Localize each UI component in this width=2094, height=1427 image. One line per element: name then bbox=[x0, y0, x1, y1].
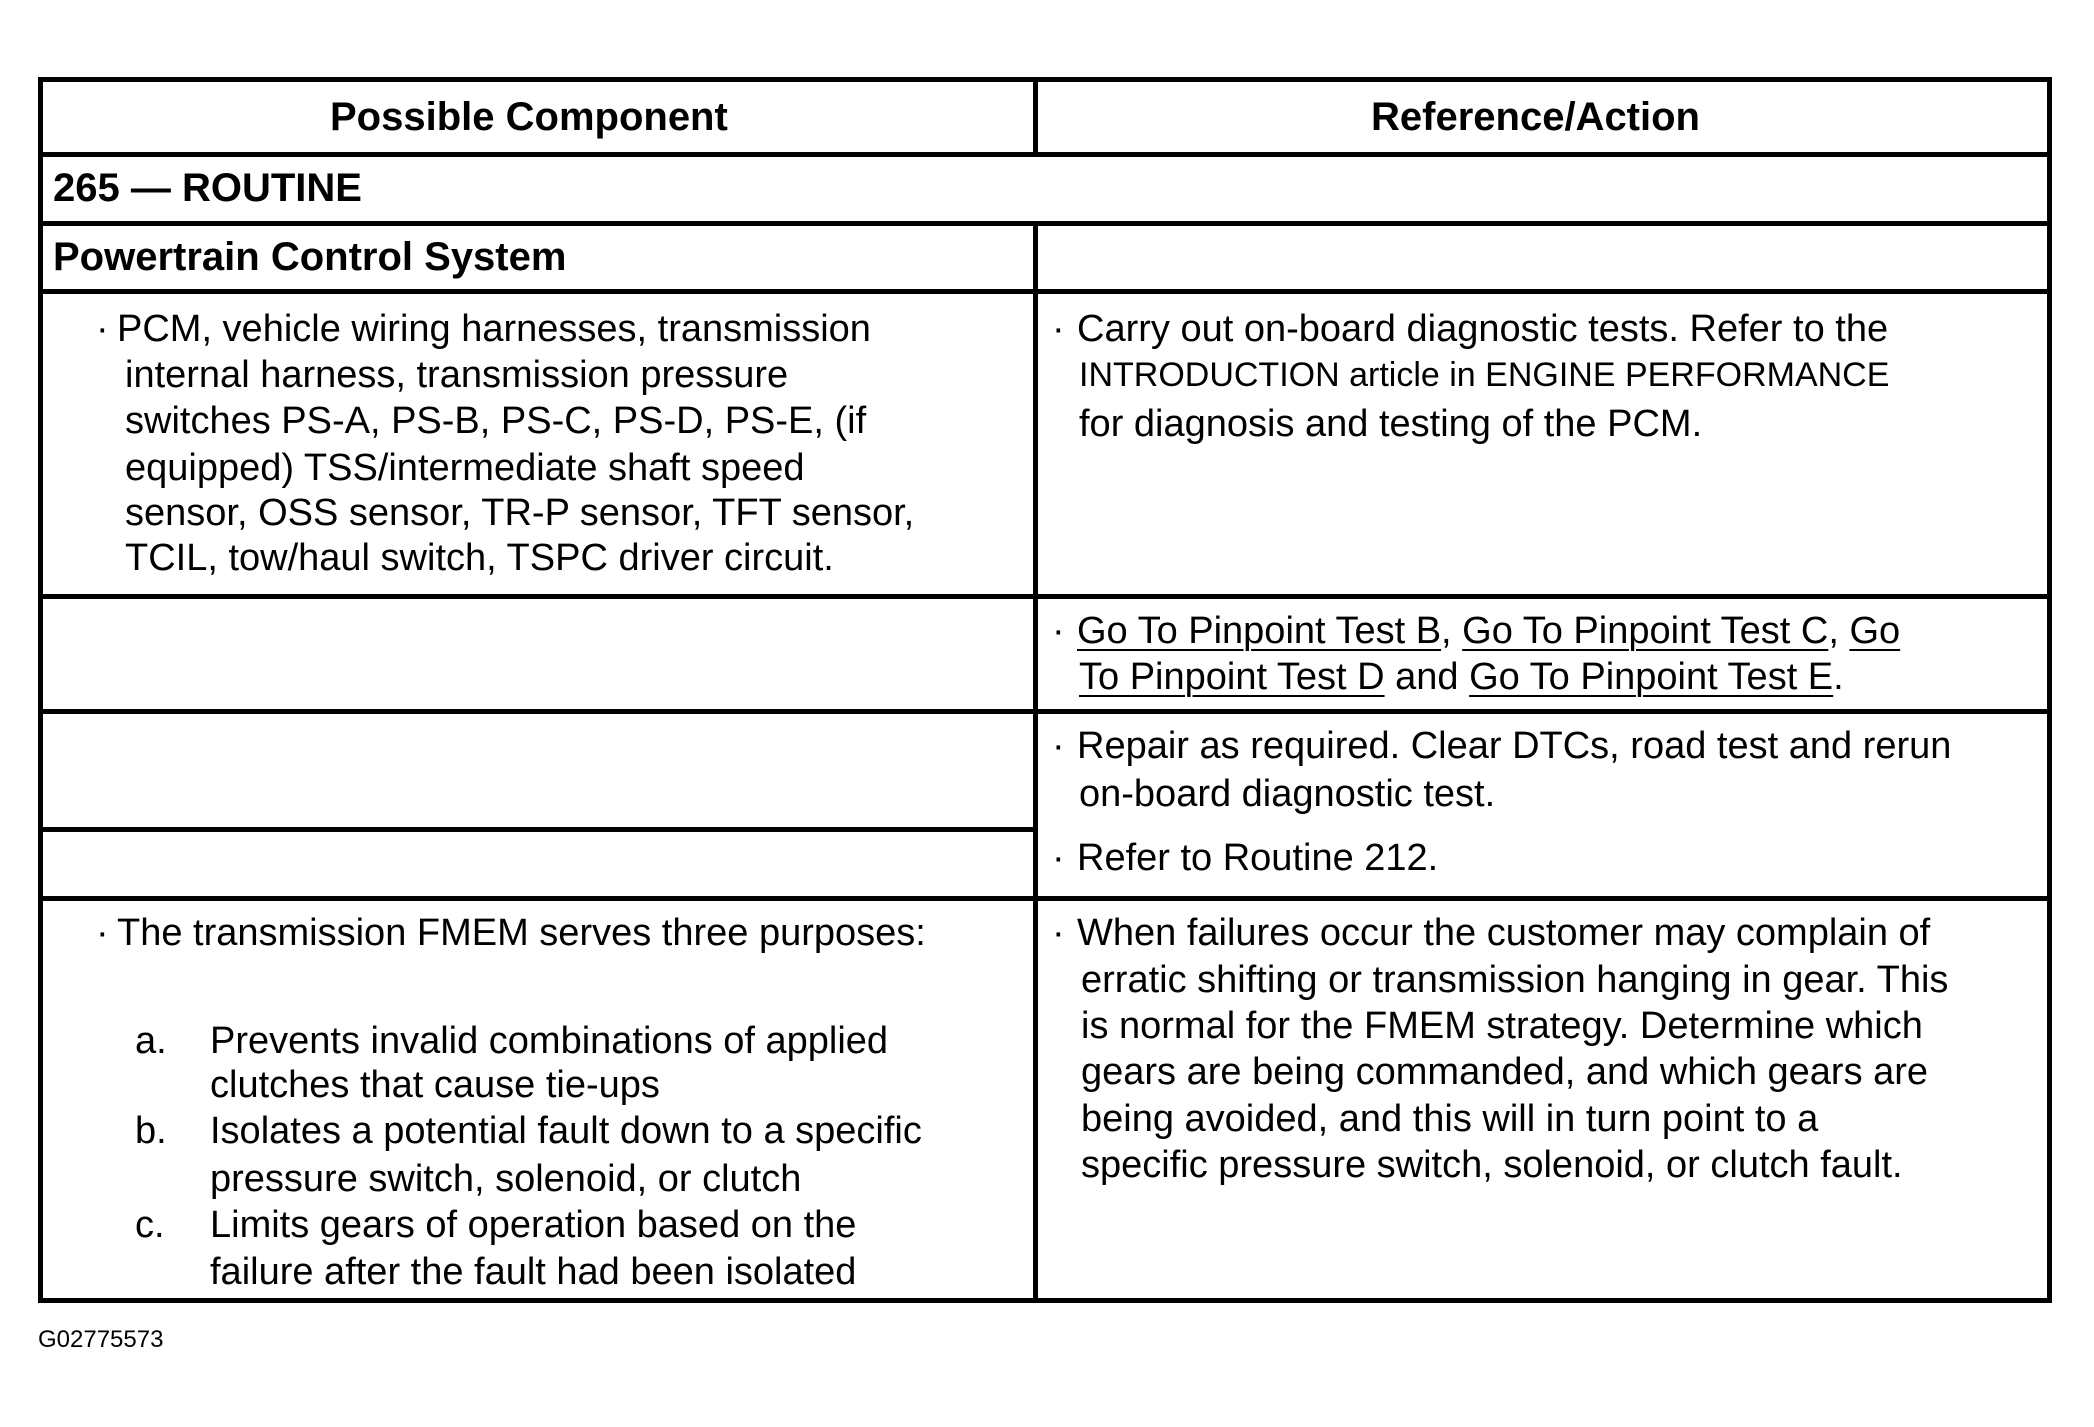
separator: , bbox=[1441, 610, 1452, 652]
figure-id-caption: G02775573 bbox=[38, 1326, 164, 1353]
component-line: PCM, vehicle wiring harnesses, transmission bbox=[117, 308, 871, 350]
list-marker: c. bbox=[135, 1204, 165, 1246]
row-divider bbox=[43, 152, 2047, 157]
action-line: Repair as required. Clear DTCs, road test and rerun bbox=[1077, 725, 1952, 767]
connector-text: and bbox=[1395, 656, 1459, 698]
action-line: When failures occur the customer may complain of bbox=[1077, 912, 1931, 954]
action-line: being avoided, and this will in turn point to a bbox=[1081, 1098, 1819, 1140]
bullet: · bbox=[1052, 837, 1065, 879]
list-item: Limits gears of operation based on the bbox=[210, 1204, 857, 1246]
routine-title: 265 — ROUTINE bbox=[53, 166, 362, 210]
bullet: · bbox=[1052, 610, 1065, 652]
bullet: · bbox=[1052, 912, 1065, 954]
link-pinpoint-test-b[interactable]: Go To Pinpoint Test B bbox=[1077, 610, 1442, 652]
bullet: · bbox=[1052, 725, 1065, 767]
component-line: internal harness, transmission pressure bbox=[125, 354, 789, 396]
row-divider bbox=[43, 896, 2047, 901]
action-line: Carry out on-board diagnostic tests. Refer to the bbox=[1077, 308, 1889, 350]
link-pinpoint-test-d[interactable]: Go bbox=[1849, 610, 1901, 652]
separator: . bbox=[1833, 656, 1844, 698]
action-line: erratic shifting or transmission hanging in gear. This bbox=[1081, 959, 1949, 1001]
action-line: INTRODUCTION article in ENGINE PERFORMANCE bbox=[1079, 356, 1890, 394]
link-pinpoint-test-d[interactable]: To Pinpoint Test D bbox=[1079, 656, 1385, 698]
list-marker: a. bbox=[135, 1020, 167, 1062]
component-line: sensor, OSS sensor, TR-P sensor, TFT sensor, bbox=[125, 492, 915, 534]
pinpoint-line-1 bbox=[1077, 608, 1900, 654]
row-divider bbox=[43, 289, 2047, 294]
row-divider bbox=[43, 594, 2047, 599]
header-reference-action: Reference/Action bbox=[1371, 95, 1700, 139]
action-line: Refer to Routine 212. bbox=[1077, 837, 1439, 879]
action-line: gears are being commanded, and which gears are bbox=[1081, 1051, 1929, 1093]
bullet: · bbox=[96, 912, 109, 954]
section-title: Powertrain Control System bbox=[53, 235, 567, 279]
pinpoint-line-2 bbox=[1079, 654, 1844, 700]
link-pinpoint-test-e[interactable]: Go To Pinpoint Test E bbox=[1469, 656, 1834, 698]
action-line: for diagnosis and testing of the PCM. bbox=[1079, 403, 1703, 445]
action-line: on-board diagnostic test. bbox=[1079, 773, 1496, 815]
action-line: is normal for the FMEM strategy. Determine which bbox=[1081, 1005, 1923, 1047]
row-divider bbox=[43, 827, 1034, 832]
fmem-intro: The transmission FMEM serves three purposes: bbox=[117, 912, 926, 954]
row-divider bbox=[43, 221, 2047, 226]
list-item: Prevents invalid combinations of applied bbox=[210, 1020, 889, 1062]
component-line: TCIL, tow/haul switch, TSPC driver circuit. bbox=[125, 537, 834, 579]
list-item: pressure switch, solenoid, or clutch bbox=[210, 1158, 802, 1200]
component-line: switches PS-A, PS-B, PS-C, PS-D, PS-E, (if bbox=[125, 400, 867, 442]
header-possible-component: Possible Component bbox=[330, 95, 728, 139]
separator: , bbox=[1828, 610, 1839, 652]
list-item: failure after the fault had been isolated bbox=[210, 1251, 857, 1293]
component-line: equipped) TSS/intermediate shaft speed bbox=[125, 447, 805, 489]
bullet: · bbox=[1052, 308, 1065, 350]
link-pinpoint-test-c[interactable]: Go To Pinpoint Test C bbox=[1462, 610, 1829, 652]
list-marker: b. bbox=[135, 1110, 167, 1152]
list-item: Isolates a potential fault down to a specific bbox=[210, 1110, 922, 1152]
list-item: clutches that cause tie-ups bbox=[210, 1064, 660, 1106]
bullet: · bbox=[96, 308, 109, 350]
column-divider bbox=[1033, 221, 1038, 1303]
action-line: specific pressure switch, solenoid, or clutch fault. bbox=[1081, 1144, 1903, 1186]
column-divider bbox=[1033, 82, 1038, 152]
row-divider bbox=[43, 709, 2047, 714]
